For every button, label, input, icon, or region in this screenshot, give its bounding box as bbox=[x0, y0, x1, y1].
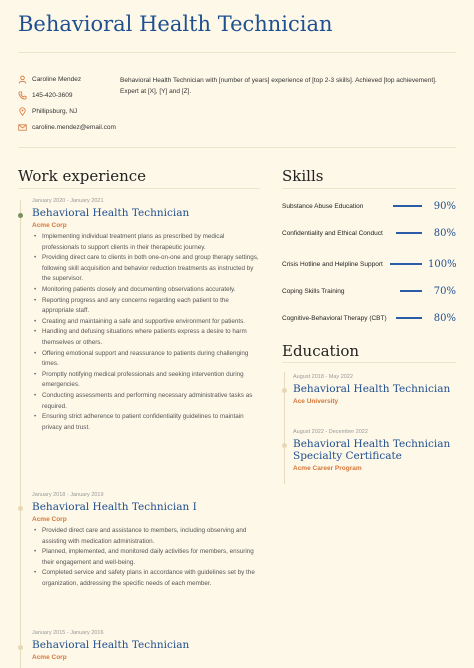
skill-row bbox=[282, 194, 456, 218]
skill-name: Coping Skills Training bbox=[282, 287, 345, 295]
education-heading: Education bbox=[282, 342, 360, 360]
person-icon bbox=[18, 75, 27, 84]
skills-heading: Skills bbox=[282, 167, 324, 185]
contact-name-row bbox=[18, 71, 128, 87]
skill-bar-track bbox=[390, 317, 422, 319]
job-bullet: • Ensuring strict adherence to patient confidentiality guidelines to maintain privacy and trust. bbox=[32, 412, 262, 433]
resume-title: Behavioral Health Technician bbox=[18, 12, 333, 36]
location-pin-icon bbox=[18, 107, 27, 116]
job-bullet: • Providing direct care to clients in both one-on-one and group therapy settings, following skill acquisition and behavior reduction treatments as instructed by the supervisor. bbox=[32, 253, 262, 285]
skill-bar bbox=[396, 317, 422, 319]
job-company: Acme Corp bbox=[32, 516, 67, 523]
skill-row bbox=[282, 306, 456, 330]
skill-percent: 90% bbox=[433, 200, 456, 212]
skill-percent: 100% bbox=[428, 258, 457, 270]
job-bullets bbox=[32, 526, 262, 590]
skill-name: Cognitive-Behavioral Therapy (CBT) bbox=[282, 314, 387, 322]
job-company: Acme Corp bbox=[32, 654, 67, 661]
job-title: Behavioral Health Technician I bbox=[32, 501, 197, 513]
job-dates: January 2015 - January 2016 bbox=[32, 630, 104, 636]
skill-bar-track bbox=[390, 205, 422, 207]
work-experience-heading: Work experience bbox=[18, 167, 147, 185]
skill-name: Crisis Hotline and Helpline Support bbox=[282, 260, 383, 268]
job-bullet: • Implementing individual treatment plans as prescribed by medical professionals to support clients in their therapeutic journey. bbox=[32, 232, 262, 253]
timeline-dot bbox=[282, 388, 287, 393]
skill-bar bbox=[390, 263, 422, 265]
skill-percent: 80% bbox=[433, 227, 456, 239]
contact-phone: 145-420-3609 bbox=[32, 91, 73, 99]
profile-summary: Behavioral Health Technician with [number of years] experience of [top 2-3 skills]. Achieved [top achievement]. Expert at [X], [Y] and [Z]. bbox=[120, 77, 437, 95]
contact-name: Caroline Mendez bbox=[32, 75, 82, 83]
education-school: Ace University bbox=[293, 398, 339, 405]
job-dates: January 2018 - January 2019 bbox=[32, 492, 104, 498]
education-title: Behavioral Health Technician Specialty Certificate bbox=[293, 438, 451, 462]
education-title: Behavioral Health Technician bbox=[293, 383, 451, 395]
skill-bar bbox=[400, 290, 422, 292]
job-bullet: • Offering emotional support and reassurance to patients during challenging times. bbox=[32, 349, 262, 370]
job-dates: January 2020 - January 2021 bbox=[32, 198, 104, 204]
timeline-dot bbox=[18, 506, 23, 511]
job-bullet: • Reporting progress and any concerns regarding each patient to the appropriate staff. bbox=[32, 296, 262, 317]
skill-row bbox=[282, 252, 456, 276]
timeline-dot bbox=[282, 443, 287, 448]
skill-bar-track bbox=[390, 263, 422, 265]
job-title: Behavioral Health Technician bbox=[32, 639, 190, 651]
skill-name: Substance Abuse Education bbox=[282, 202, 364, 210]
work-timeline-rail bbox=[20, 200, 21, 668]
education-dates: August 2018 - May 2022 bbox=[293, 374, 353, 380]
contact-email[interactable]: caroline.mendez@email.com bbox=[32, 123, 116, 131]
job-bullet: • Creating and maintaining a safe and supportive environment for patients. bbox=[32, 317, 262, 328]
job-bullet: • Completed service and safety plans in accordance with guidelines set by the organization, addressing the specific needs of each member. bbox=[32, 568, 262, 589]
job-bullet: • Monitoring patients closely and documenting observations accurately. bbox=[32, 285, 262, 296]
skill-percent: 80% bbox=[433, 312, 456, 324]
email-icon bbox=[18, 123, 27, 132]
education-dates: August 2022 - December 2022 bbox=[293, 429, 368, 435]
contact-block bbox=[18, 71, 128, 135]
skill-bar-track bbox=[390, 232, 422, 234]
skills-heading-underline bbox=[282, 188, 456, 189]
education-entry bbox=[293, 374, 463, 408]
timeline-dot bbox=[18, 645, 23, 650]
skill-percent: 70% bbox=[433, 285, 456, 297]
timeline-dot bbox=[18, 213, 23, 218]
skill-row bbox=[282, 279, 456, 303]
summary-divider bbox=[18, 147, 456, 148]
contact-location: Phillipsburg, NJ bbox=[32, 107, 78, 115]
job-bullet: • Conducting assessments and performing necessary administrative tasks as required. bbox=[32, 391, 262, 412]
education-school: Acme Career Program bbox=[293, 465, 362, 472]
job-entry bbox=[32, 630, 262, 664]
education-heading-underline bbox=[282, 362, 456, 363]
header-divider bbox=[18, 52, 456, 53]
job-bullets bbox=[32, 232, 262, 433]
job-bullet: • Provided direct care and assistance to members, including observing and assisting with medication administration. bbox=[32, 526, 262, 547]
phone-icon bbox=[18, 91, 27, 100]
job-title: Behavioral Health Technician bbox=[32, 207, 190, 219]
contact-email-row bbox=[18, 119, 128, 135]
skill-row bbox=[282, 221, 456, 245]
job-bullet: • Planned, implemented, and monitored daily activities for members, ensuring their engagement and well-being. bbox=[32, 547, 262, 568]
skill-bar-track bbox=[390, 290, 422, 292]
work-heading-underline bbox=[18, 188, 260, 189]
education-entry bbox=[293, 429, 463, 475]
skill-bar bbox=[393, 205, 422, 207]
skill-bar bbox=[396, 232, 422, 234]
contact-phone-row bbox=[18, 87, 128, 103]
job-entry bbox=[32, 492, 262, 590]
skill-name: Confidentiality and Ethical Conduct bbox=[282, 229, 383, 237]
job-entry bbox=[32, 198, 262, 433]
job-company: Acme Corp bbox=[32, 222, 67, 229]
job-bullet: • Handling and defusing situations where patients express a desire to harm themselves or others. bbox=[32, 327, 262, 348]
contact-location-row bbox=[18, 103, 128, 119]
job-bullet: • Promptly notifying medical professionals and seeking intervention during emergencies. bbox=[32, 370, 262, 391]
